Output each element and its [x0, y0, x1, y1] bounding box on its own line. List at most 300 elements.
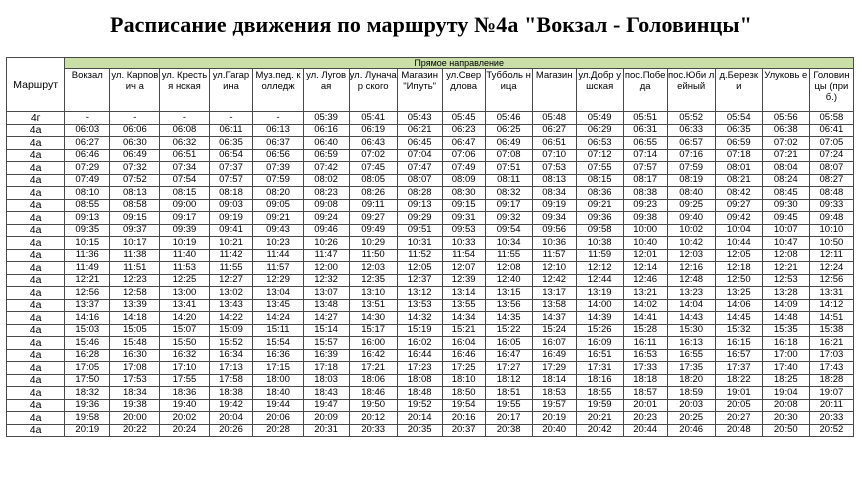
time-cell: 20:27: [715, 412, 762, 425]
time-cell: 09:17: [160, 212, 209, 225]
time-cell: 07:55: [576, 162, 623, 175]
time-cell: 11:47: [303, 249, 349, 262]
time-cell: 14:12: [809, 299, 853, 312]
time-cell: 12:27: [209, 274, 253, 287]
time-cell: 20:23: [623, 412, 667, 425]
time-cell: 16:36: [253, 349, 303, 362]
time-cell: 10:04: [715, 224, 762, 237]
table-row: [7, 349, 854, 362]
time-cell: 14:30: [349, 312, 397, 325]
time-cell: 18:10: [442, 374, 485, 387]
time-cell: 16:13: [667, 337, 715, 350]
time-cell: 06:55: [623, 137, 667, 150]
time-cell: 06:49: [485, 137, 532, 150]
route-cell: 4а: [7, 387, 65, 400]
time-cell: 14:20: [160, 312, 209, 325]
time-cell: 20:46: [667, 424, 715, 437]
table-row: [7, 174, 854, 187]
time-cell: 08:13: [532, 174, 576, 187]
table-row: [7, 412, 854, 425]
time-cell: 06:40: [303, 137, 349, 150]
stop-header: Магазин "Ипуть": [397, 69, 442, 112]
time-cell: 20:00: [110, 412, 160, 425]
time-cell: 12:50: [715, 274, 762, 287]
time-cell: 14:43: [667, 312, 715, 325]
time-cell: 07:32: [110, 162, 160, 175]
stop-header: ул. Луговая: [303, 69, 349, 112]
route-cell: 4а: [7, 137, 65, 150]
time-cell: 13:14: [442, 287, 485, 300]
time-cell: 20:11: [809, 399, 853, 412]
time-cell: 06:51: [532, 137, 576, 150]
time-cell: 15:11: [253, 324, 303, 337]
time-cell: 16:21: [809, 337, 853, 350]
page-title: Расписание движения по маршруту №4а "Вокзал - Головинцы": [110, 12, 752, 37]
time-cell: 06:35: [209, 137, 253, 150]
time-cell: 14:06: [715, 299, 762, 312]
time-cell: 19:54: [442, 399, 485, 412]
time-cell: 08:19: [667, 174, 715, 187]
time-cell: 08:34: [532, 187, 576, 200]
time-cell: 07:02: [349, 149, 397, 162]
time-cell: 09:41: [209, 224, 253, 237]
time-cell: 10:10: [809, 224, 853, 237]
time-cell: 20:22: [110, 424, 160, 437]
time-cell: 09:23: [623, 199, 667, 212]
time-cell: 12:24: [809, 262, 853, 275]
time-cell: 12:05: [397, 262, 442, 275]
time-cell: 10:19: [160, 237, 209, 250]
time-cell: 18:51: [485, 387, 532, 400]
time-cell: 13:04: [253, 287, 303, 300]
time-cell: 10:23: [253, 237, 303, 250]
time-cell: 17:03: [809, 349, 853, 362]
time-cell: 10:31: [397, 237, 442, 250]
time-cell: 13:58: [532, 299, 576, 312]
time-cell: 12:35: [349, 274, 397, 287]
table-row: [7, 262, 854, 275]
time-cell: 19:55: [485, 399, 532, 412]
table-row: [7, 212, 854, 225]
time-cell: 11:53: [160, 262, 209, 275]
time-cell: 09:29: [397, 212, 442, 225]
time-cell: 07:21: [762, 149, 809, 162]
time-cell: 06:31: [623, 124, 667, 137]
time-cell: 18:25: [762, 374, 809, 387]
route-cell: 4а: [7, 312, 65, 325]
time-cell: 15:48: [110, 337, 160, 350]
time-cell: 17:23: [397, 362, 442, 375]
time-cell: 06:37: [253, 137, 303, 150]
time-cell: 17:58: [209, 374, 253, 387]
time-cell: 14:45: [715, 312, 762, 325]
time-cell: 15:03: [65, 324, 110, 337]
time-cell: 06:16: [303, 124, 349, 137]
time-cell: 20:38: [485, 424, 532, 437]
time-cell: 09:38: [623, 212, 667, 225]
time-cell: 08:15: [576, 174, 623, 187]
time-cell: 11:57: [532, 249, 576, 262]
time-cell: 06:03: [65, 124, 110, 137]
time-cell: 19:36: [65, 399, 110, 412]
time-cell: 05:39: [303, 112, 349, 125]
time-cell: 07:29: [65, 162, 110, 175]
time-cell: 15:09: [209, 324, 253, 337]
time-cell: 09:48: [809, 212, 853, 225]
time-cell: 19:44: [253, 399, 303, 412]
time-cell: -: [209, 112, 253, 125]
time-cell: 09:15: [442, 199, 485, 212]
time-cell: 07:16: [667, 149, 715, 162]
stop-header: д.Березк и: [715, 69, 762, 112]
stop-header: Улуковь е: [762, 69, 809, 112]
time-cell: 17:13: [209, 362, 253, 375]
stop-header: пос.Побе да: [623, 69, 667, 112]
time-cell: 11:51: [110, 262, 160, 275]
time-cell: 08:26: [349, 187, 397, 200]
time-cell: 15:46: [65, 337, 110, 350]
time-cell: 15:17: [349, 324, 397, 337]
time-cell: 09:21: [253, 212, 303, 225]
time-cell: 08:55: [65, 199, 110, 212]
time-cell: 07:53: [532, 162, 576, 175]
time-cell: 06:13: [253, 124, 303, 137]
time-cell: 07:05: [809, 137, 853, 150]
time-cell: 18:16: [576, 374, 623, 387]
stop-header: Тубболь ница: [485, 69, 532, 112]
time-cell: 13:07: [303, 287, 349, 300]
time-cell: 07:49: [65, 174, 110, 187]
time-cell: 08:10: [65, 187, 110, 200]
time-cell: 08:21: [715, 174, 762, 187]
time-cell: 18:22: [715, 374, 762, 387]
time-cell: 14:34: [442, 312, 485, 325]
time-cell: 13:55: [442, 299, 485, 312]
time-cell: 17:40: [762, 362, 809, 375]
time-cell: 10:17: [110, 237, 160, 250]
time-cell: 19:40: [160, 399, 209, 412]
time-cell: 09:31: [442, 212, 485, 225]
time-cell: 14:02: [623, 299, 667, 312]
time-cell: 09:13: [397, 199, 442, 212]
stop-header: ул. Крестья нская: [160, 69, 209, 112]
time-cell: 20:31: [303, 424, 349, 437]
time-cell: 16:11: [623, 337, 667, 350]
time-cell: 12:03: [349, 262, 397, 275]
time-cell: 07:04: [397, 149, 442, 162]
time-cell: -: [110, 112, 160, 125]
time-cell: 17:21: [349, 362, 397, 375]
time-cell: 05:51: [623, 112, 667, 125]
time-cell: 12:07: [442, 262, 485, 275]
time-cell: 06:29: [576, 124, 623, 137]
time-cell: 07:18: [715, 149, 762, 162]
time-cell: 09:21: [576, 199, 623, 212]
time-cell: 11:59: [576, 249, 623, 262]
time-cell: 15:50: [160, 337, 209, 350]
time-cell: 08:11: [485, 174, 532, 187]
stop-header: ул.Гагар ина: [209, 69, 253, 112]
time-cell: 13:02: [209, 287, 253, 300]
time-cell: 07:59: [667, 162, 715, 175]
time-cell: 06:33: [667, 124, 715, 137]
time-cell: 12:08: [485, 262, 532, 275]
direction-header: Прямое направление: [65, 58, 854, 69]
time-cell: 14:41: [623, 312, 667, 325]
time-cell: 20:02: [160, 412, 209, 425]
time-cell: 14:39: [576, 312, 623, 325]
time-cell: 20:04: [209, 412, 253, 425]
time-cell: 16:47: [485, 349, 532, 362]
time-cell: 09:30: [762, 199, 809, 212]
schedule-table: [6, 57, 854, 437]
time-cell: 12:16: [667, 262, 715, 275]
time-cell: 18:18: [623, 374, 667, 387]
time-cell: 14:37: [532, 312, 576, 325]
time-cell: 20:06: [253, 412, 303, 425]
time-cell: 18:48: [397, 387, 442, 400]
route-cell: 4а: [7, 337, 65, 350]
time-cell: 07:51: [485, 162, 532, 175]
time-cell: 17:25: [442, 362, 485, 375]
time-cell: 18:57: [623, 387, 667, 400]
time-cell: 09:32: [485, 212, 532, 225]
time-cell: 06:19: [349, 124, 397, 137]
time-cell: 20:30: [762, 412, 809, 425]
time-cell: 07:57: [623, 162, 667, 175]
time-cell: 10:36: [532, 237, 576, 250]
route-cell: 4а: [7, 262, 65, 275]
time-cell: 09:34: [532, 212, 576, 225]
time-cell: 08:15: [160, 187, 209, 200]
time-cell: 17:18: [303, 362, 349, 375]
time-cell: 12:48: [667, 274, 715, 287]
stop-header: ул. Луначар ского: [349, 69, 397, 112]
stops-header-row: [7, 69, 854, 112]
time-cell: 05:43: [397, 112, 442, 125]
time-cell: 09:56: [532, 224, 576, 237]
time-cell: 20:50: [762, 424, 809, 437]
time-cell: 20:37: [442, 424, 485, 437]
time-cell: 18:20: [667, 374, 715, 387]
time-cell: 06:21: [397, 124, 442, 137]
time-cell: 15:05: [110, 324, 160, 337]
time-cell: 14:04: [667, 299, 715, 312]
time-cell: 15:19: [397, 324, 442, 337]
route-cell: 4а: [7, 237, 65, 250]
table-row: [7, 124, 854, 137]
time-cell: 09:36: [576, 212, 623, 225]
time-cell: 06:59: [715, 137, 762, 150]
time-cell: 20:17: [485, 412, 532, 425]
time-cell: 12:56: [809, 274, 853, 287]
time-cell: 20:52: [809, 424, 853, 437]
time-cell: 09:42: [715, 212, 762, 225]
time-cell: 15:35: [762, 324, 809, 337]
time-cell: 08:45: [762, 187, 809, 200]
time-cell: 13:12: [397, 287, 442, 300]
time-cell: 10:00: [623, 224, 667, 237]
time-cell: 10:47: [762, 237, 809, 250]
time-cell: 10:15: [65, 237, 110, 250]
time-cell: 10:50: [809, 237, 853, 250]
time-cell: 11:50: [349, 249, 397, 262]
route-cell: 4а: [7, 162, 65, 175]
route-cell: 4а: [7, 187, 65, 200]
time-cell: 08:58: [110, 199, 160, 212]
table-row: [7, 149, 854, 162]
time-cell: 08:36: [576, 187, 623, 200]
time-cell: 07:45: [349, 162, 397, 175]
time-cell: 18:53: [532, 387, 576, 400]
time-cell: 09:37: [110, 224, 160, 237]
time-cell: 18:36: [160, 387, 209, 400]
route-cell: 4а: [7, 349, 65, 362]
time-cell: 08:05: [349, 174, 397, 187]
time-cell: 08:07: [397, 174, 442, 187]
time-cell: 11:44: [253, 249, 303, 262]
time-cell: 13:39: [110, 299, 160, 312]
time-cell: 06:11: [209, 124, 253, 137]
time-cell: 20:05: [715, 399, 762, 412]
time-cell: 08:42: [715, 187, 762, 200]
time-cell: 06:23: [442, 124, 485, 137]
time-cell: 20:08: [762, 399, 809, 412]
time-cell: 06:45: [397, 137, 442, 150]
stop-header: ул.Свер длова: [442, 69, 485, 112]
table-row: [7, 199, 854, 212]
time-cell: 06:27: [532, 124, 576, 137]
time-cell: 08:30: [442, 187, 485, 200]
time-cell: 15:57: [303, 337, 349, 350]
time-cell: 09:24: [303, 212, 349, 225]
time-cell: 13:45: [253, 299, 303, 312]
time-cell: 15:14: [303, 324, 349, 337]
time-cell: 19:07: [809, 387, 853, 400]
route-cell: 4а: [7, 362, 65, 375]
table-row: [7, 287, 854, 300]
time-cell: 20:35: [397, 424, 442, 437]
time-cell: 16:51: [576, 349, 623, 362]
time-cell: 20:44: [623, 424, 667, 437]
time-cell: 07:06: [442, 149, 485, 162]
time-cell: 16:15: [715, 337, 762, 350]
time-cell: 16:46: [442, 349, 485, 362]
table-row: [7, 362, 854, 375]
time-cell: 12:14: [623, 262, 667, 275]
table-row: [7, 162, 854, 175]
time-cell: 12:58: [110, 287, 160, 300]
time-cell: 16:32: [160, 349, 209, 362]
time-cell: 08:18: [209, 187, 253, 200]
time-cell: 14:09: [762, 299, 809, 312]
time-cell: 16:44: [397, 349, 442, 362]
time-cell: 10:07: [762, 224, 809, 237]
time-cell: 19:04: [762, 387, 809, 400]
time-cell: 20:26: [209, 424, 253, 437]
time-cell: 10:42: [667, 237, 715, 250]
time-cell: 06:49: [110, 149, 160, 162]
time-cell: 12:23: [110, 274, 160, 287]
time-cell: 11:40: [160, 249, 209, 262]
time-cell: 06:41: [809, 124, 853, 137]
route-cell: 4а: [7, 174, 65, 187]
time-cell: 08:40: [667, 187, 715, 200]
time-cell: 13:51: [349, 299, 397, 312]
time-cell: 15:30: [667, 324, 715, 337]
time-cell: 19:42: [209, 399, 253, 412]
time-cell: 20:09: [303, 412, 349, 425]
stop-header: ул.Добр ушская: [576, 69, 623, 112]
time-cell: 16:02: [397, 337, 442, 350]
time-cell: 09:54: [485, 224, 532, 237]
route-cell: 4а: [7, 212, 65, 225]
time-cell: 18:43: [303, 387, 349, 400]
time-cell: 11:42: [209, 249, 253, 262]
table-row: [7, 187, 854, 200]
time-cell: 05:45: [442, 112, 485, 125]
time-cell: 13:28: [762, 287, 809, 300]
time-cell: 06:08: [160, 124, 209, 137]
time-cell: 09:15: [110, 212, 160, 225]
time-cell: 18:14: [532, 374, 576, 387]
time-cell: 11:57: [253, 262, 303, 275]
time-cell: 16:00: [349, 337, 397, 350]
time-cell: 10:02: [667, 224, 715, 237]
time-cell: 12:11: [809, 249, 853, 262]
time-cell: 20:28: [253, 424, 303, 437]
time-cell: 05:48: [532, 112, 576, 125]
time-cell: 09:17: [485, 199, 532, 212]
time-cell: 07:42: [303, 162, 349, 175]
route-cell: 4а: [7, 374, 65, 387]
time-cell: 12:03: [667, 249, 715, 262]
time-cell: 05:58: [809, 112, 853, 125]
time-cell: 12:10: [532, 262, 576, 275]
time-cell: 05:41: [349, 112, 397, 125]
table-row: [7, 112, 854, 125]
time-cell: 17:08: [110, 362, 160, 375]
time-cell: 13:31: [809, 287, 853, 300]
time-cell: 15:26: [576, 324, 623, 337]
table-row: [7, 312, 854, 325]
time-cell: 16:55: [667, 349, 715, 362]
time-cell: 07:52: [110, 174, 160, 187]
time-cell: 14:51: [809, 312, 853, 325]
time-cell: 09:00: [160, 199, 209, 212]
time-cell: 08:04: [762, 162, 809, 175]
time-cell: 20:48: [715, 424, 762, 437]
time-cell: 08:17: [623, 174, 667, 187]
route-column-header: Маршрут: [7, 58, 65, 112]
time-cell: 12:42: [532, 274, 576, 287]
time-cell: 15:07: [160, 324, 209, 337]
table-row: [7, 249, 854, 262]
time-cell: 12:40: [485, 274, 532, 287]
time-cell: 17:31: [576, 362, 623, 375]
time-cell: 12:39: [442, 274, 485, 287]
time-cell: 06:53: [576, 137, 623, 150]
time-cell: 06:25: [485, 124, 532, 137]
time-cell: 12:46: [623, 274, 667, 287]
time-cell: 10:38: [576, 237, 623, 250]
time-cell: 20:33: [809, 412, 853, 425]
time-cell: 05:56: [762, 112, 809, 125]
time-cell: 13:56: [485, 299, 532, 312]
time-cell: 11:36: [65, 249, 110, 262]
time-cell: 20:40: [532, 424, 576, 437]
time-cell: 08:09: [442, 174, 485, 187]
